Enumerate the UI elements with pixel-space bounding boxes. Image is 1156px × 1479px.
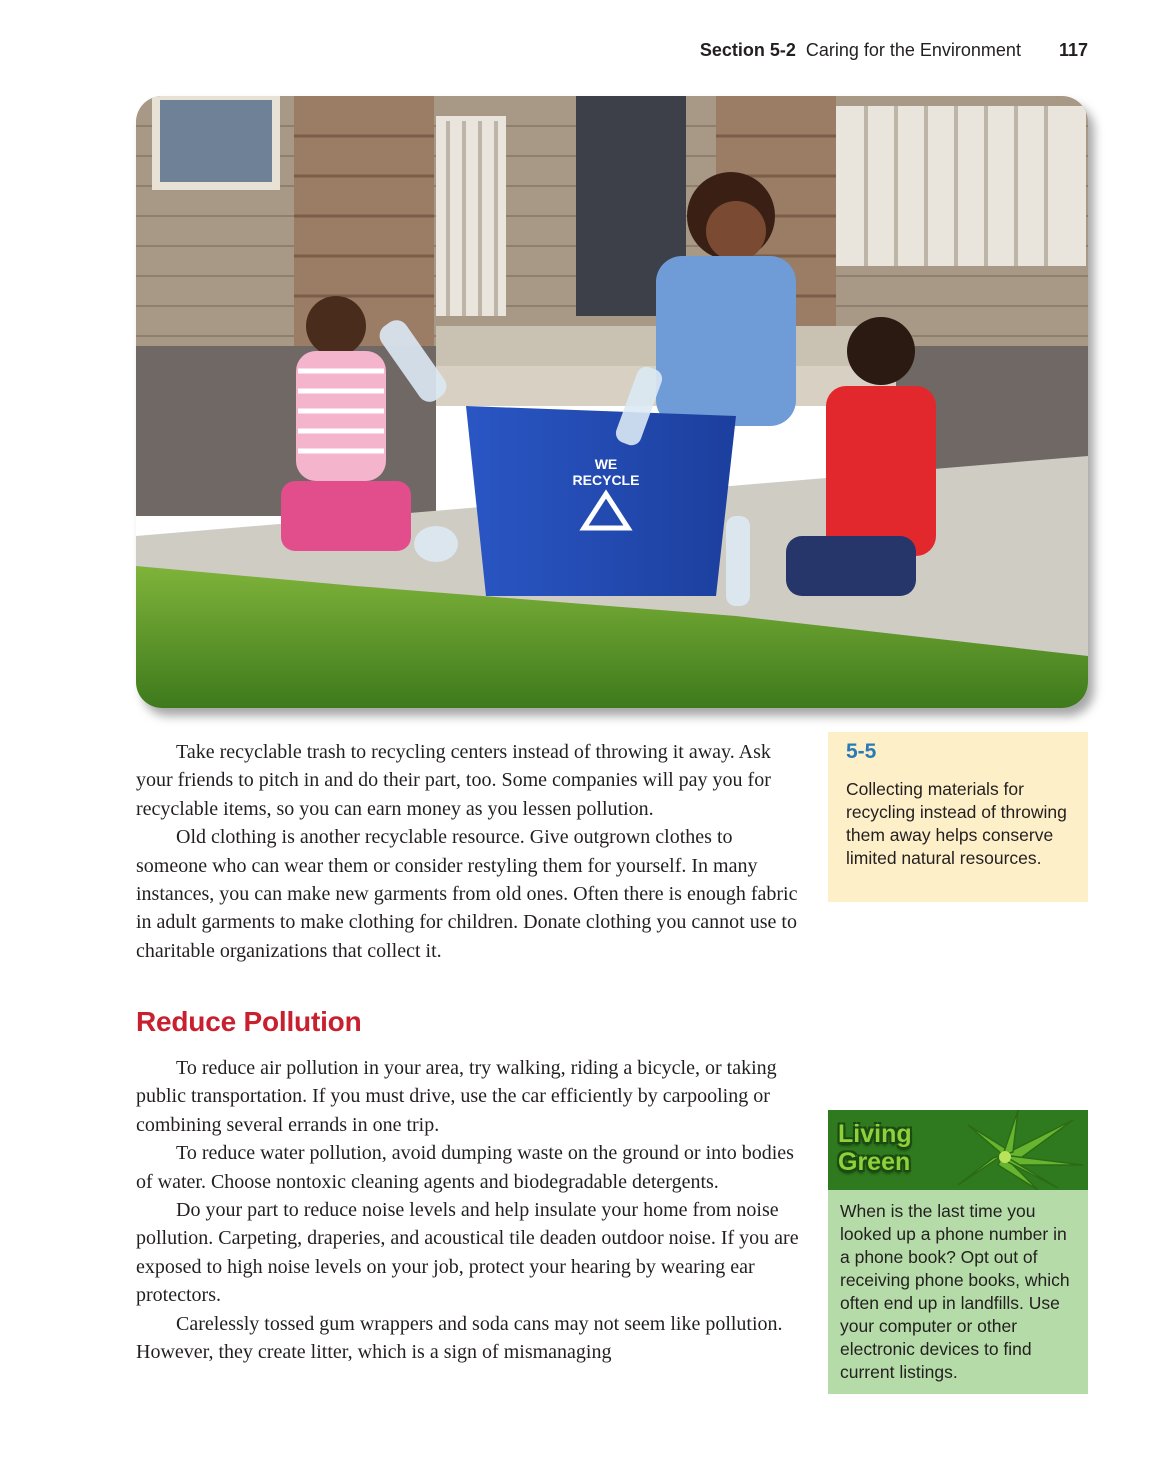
paragraph-litter: Carelessly tossed gum wrappers and soda cans may not seem like pollution. However, they create litter, which is a sign of mismanaging [136, 1312, 783, 1364]
bin-text-recycle: RECYCLE [572, 472, 640, 488]
body-text-top [136, 738, 808, 965]
page-number: 117 [1058, 40, 1088, 60]
living-green-title-line1: Living [838, 1120, 912, 1148]
living-green-banner [828, 1110, 1088, 1190]
margin-note [828, 732, 1088, 902]
paragraph-noise-pollution: Do your part to reduce noise levels and help insulate your home from noise pollution. Carpeting, draperies, and acoustical tile deaden outdoor noise. If you are exposed to high noise levels on your job, protect your hearing by wearing ear protectors. [136, 1199, 799, 1307]
margin-note-number: 5-5 [846, 740, 877, 763]
living-green-title [838, 1120, 912, 1176]
header-section: Section 5-2 [699, 40, 796, 60]
paragraph-water-pollution: To reduce water pollution, avoid dumping waste on the ground or into bodies of water. Choose nontoxic cleaning agents and biodegradable detergents. [136, 1142, 794, 1193]
section-heading: Reduce Pollution [136, 1006, 362, 1037]
paragraph-recycling-centers: Take recyclable trash to recycling centers instead of throwing it away. Ask your friends to pitch in and do their part, too. Some companies will pay you for recyclable items, so you can earn money as you lessen pollution. [136, 741, 771, 820]
body-text-bottom [136, 1054, 808, 1366]
paragraph-air-pollution: To reduce air pollution in your area, try walking, riding a bicycle, or taking public transportation. If you must drive, use the car efficiently by carpooling or combining several errands in one trip. [136, 1057, 777, 1136]
bin-text-we: WE [594, 456, 618, 472]
recycling-photo [136, 96, 1088, 708]
margin-note-text: Collecting materials for recycling instead of throwing them away helps conserve limited natural resources. [846, 779, 1067, 868]
running-header [700, 40, 1088, 61]
header-title: Caring for the Environment [805, 40, 1021, 60]
paragraph-old-clothing: Old clothing is another recyclable resource. Give outgrown clothes to someone who can wear them or consider restyling them for yourself. In many instances, you can make new garments from old ones. Often there is enough fabric in adult garments to make clothing for children. Donate clothing you cannot use to charitable organizations that collect it. [136, 826, 798, 962]
living-green-box [828, 1110, 1088, 1394]
living-green-title-line2: Green [838, 1148, 911, 1176]
living-green-text: When is the last time you looked up a phone number in a phone book? Opt out of receiving phone books, which often end up in landfills. Use your computer or other electronic devices to find current listings. [840, 1201, 1070, 1382]
